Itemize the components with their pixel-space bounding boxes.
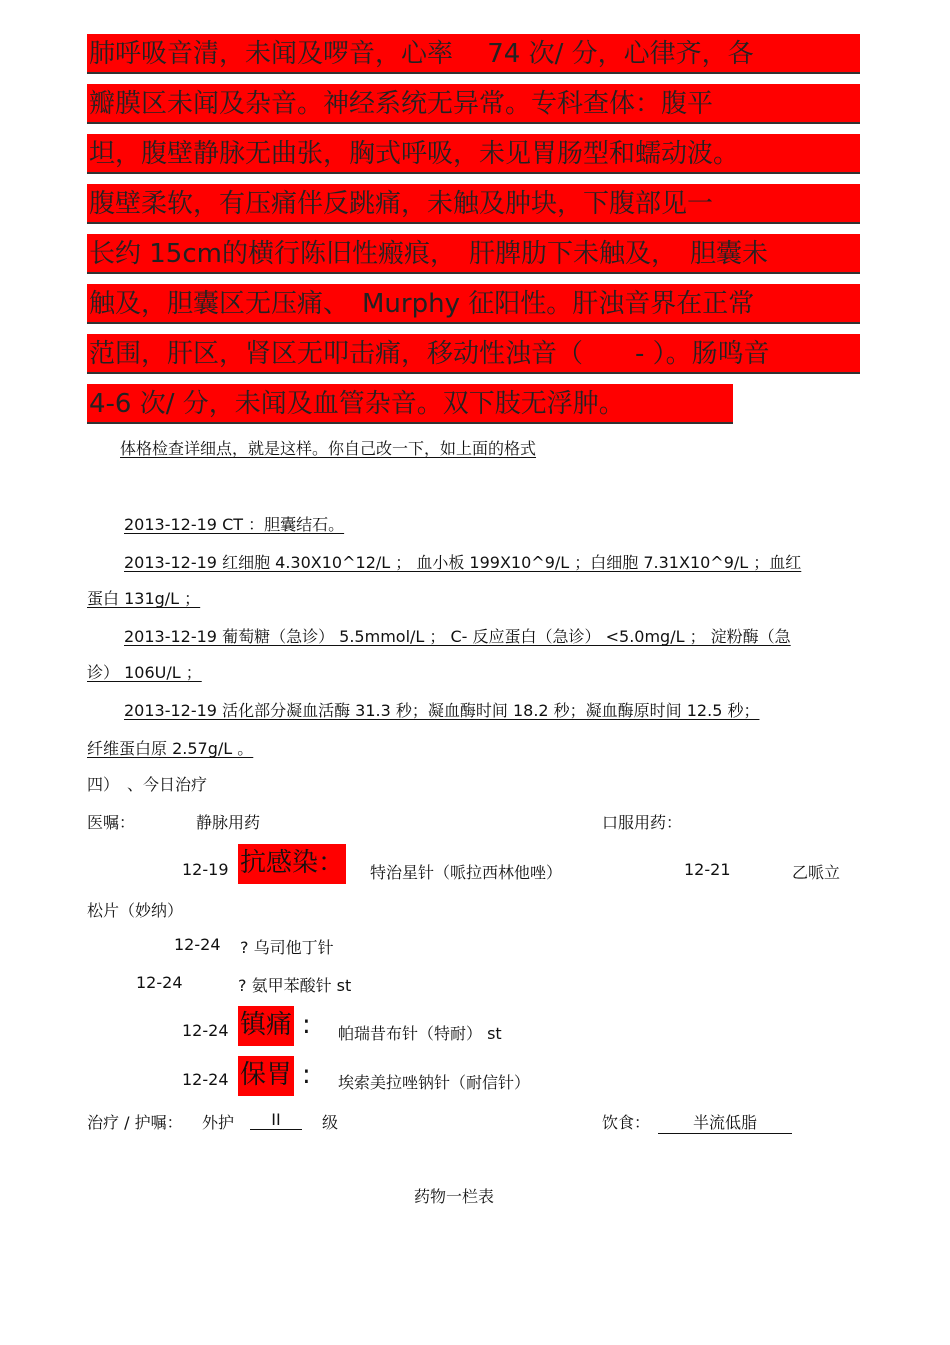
- exam-line: 长约 15cm的横行陈旧性瘢痕， 肝脾肋下未触及， 胆囊未: [87, 234, 860, 274]
- iv-label: 静脉用药: [196, 813, 261, 832]
- oral-date: 12-21: [684, 860, 731, 879]
- order-drug: 特治星针（哌拉西林他唑）: [370, 863, 563, 882]
- orders-label: 医嘱：: [87, 813, 136, 832]
- oral-label: 口服用药：: [602, 813, 683, 832]
- ct-result: 2013-12-19 CT ：胆囊结石。: [124, 515, 345, 534]
- chem-result: 2013-12-19 葡萄糖（急诊） 5.5mmol/L ； C- 反应蛋白（急诊） <5.0mg/L ； 淀粉酶（急: [124, 627, 791, 646]
- exam-line: 触及，胆囊区无压痛、 Murphy 征阳性。肝浊音界在正常: [87, 284, 860, 324]
- exam-line: 坦，腹壁静脉无曲张，胸式呼吸，未见胃肠型和蠕动波。: [87, 134, 860, 174]
- order-date: 12-19: [182, 860, 229, 879]
- order-drug: ? 氨甲苯酸针 st: [238, 976, 352, 995]
- order-drug: ? 乌司他丁针: [240, 938, 334, 957]
- order-date: 12-24: [182, 1070, 229, 1089]
- oral-drug: 乙哌立: [792, 863, 841, 882]
- nursing-level-unit: 级: [322, 1113, 339, 1132]
- order-drug: 埃索美拉唑钠针（耐信针）: [338, 1073, 531, 1092]
- order-drug: 帕瑞昔布针（特耐） st: [338, 1024, 502, 1043]
- order-date: 12-24: [136, 973, 183, 992]
- order-category-tag: 保胃: [238, 1056, 294, 1096]
- coag-result: 2013-12-19 活化部分凝血活酶 31.3 秒；凝血酶时间 18.2 秒；凝血酶原时间 12.5 秒；: [124, 701, 760, 720]
- care-label: 治疗 / 护嘱：: [87, 1113, 183, 1132]
- oral-drug-cont: 松片（妙纳）: [87, 901, 184, 920]
- exam-line: 4-6 次/ 分，未闻及血管杂音。双下肢无浮肿。: [87, 384, 733, 424]
- blood-result-cont: 蛋白 131g/L ；: [87, 589, 201, 608]
- diet-value: 半流低脂: [658, 1110, 792, 1134]
- order-date: 12-24: [182, 1021, 229, 1040]
- diet-label: 饮食：: [602, 1113, 651, 1132]
- nursing-level: II: [250, 1110, 302, 1130]
- exam-line: 范围，肝区，肾区无叩击痛，移动性浊音（ - ）。肠鸣音: [87, 334, 860, 374]
- tag-colon: :: [302, 1060, 311, 1090]
- table-title: 药物一栏表: [414, 1187, 495, 1206]
- blood-result: 2013-12-19 红细胞 4.30X10^12/L ； 血小板 199X10^9/L ；白细胞 7.31X10^9/L ；血红: [124, 553, 802, 572]
- order-category-tag: 镇痛: [238, 1006, 294, 1046]
- exam-line: 腹壁柔软，有压痛伴反跳痛，未触及肿块，下腹部见一: [87, 184, 860, 224]
- coag-result-cont: 纤维蛋白原 2.57g/L 。: [87, 739, 254, 758]
- editor-note: 体格检查详细点，就是这样。你自己改一下，如上面的格式: [120, 439, 537, 458]
- order-date: 12-24: [174, 935, 221, 954]
- exam-line: 肺呼吸音清，未闻及啰音，心率 74 次/ 分，心律齐，各: [87, 34, 860, 74]
- exam-line: 瓣膜区未闻及杂音。神经系统无异常。专科查体：腹平: [87, 84, 860, 124]
- section-title: 四） 、今日治疗: [87, 775, 208, 794]
- nursing-label: 外护: [202, 1113, 235, 1132]
- order-category-tag: 抗感染：: [238, 844, 346, 884]
- tag-colon: :: [302, 1010, 311, 1040]
- chem-result-cont: 诊） 106U/L ；: [87, 663, 202, 682]
